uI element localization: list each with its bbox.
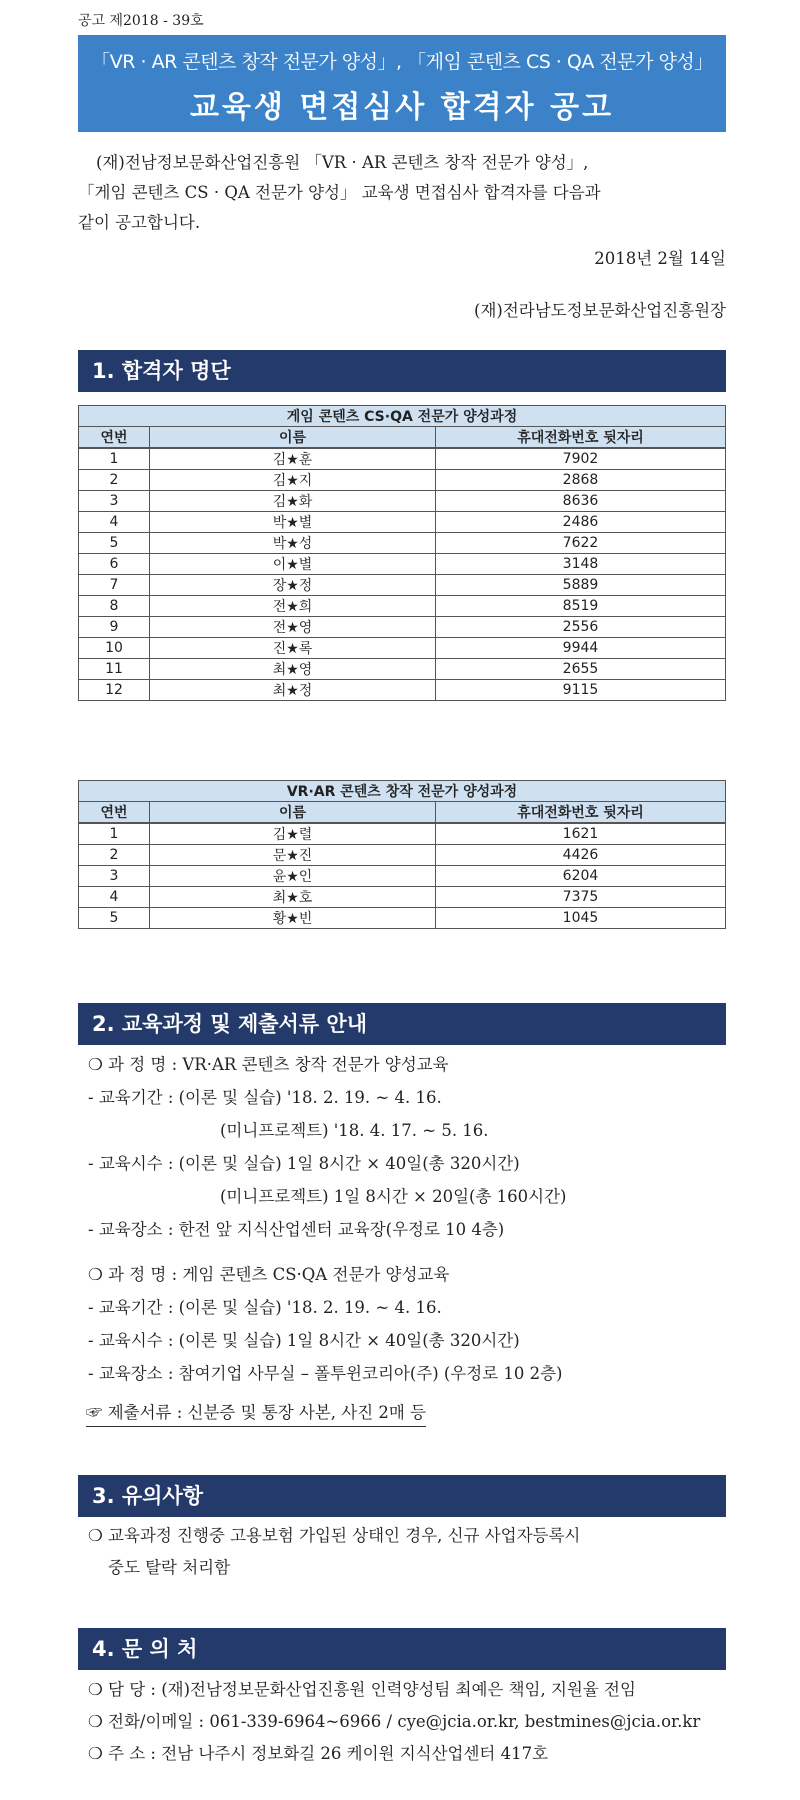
section-1-heading: 1. 합격자 명단 [78, 350, 726, 392]
row-phone-suffix: 2556 [436, 617, 726, 638]
row-phone-suffix: 2655 [436, 659, 726, 680]
caution-line-1: ❍ 교육과정 진행중 고용보험 가입된 상태인 경우, 신규 사업자등록시 [88, 1526, 581, 1545]
section-3-heading: 3. 유의사항 [78, 1475, 726, 1517]
row-number: 1 [79, 448, 150, 470]
course-vr-ar-info [88, 1048, 728, 1246]
row-name: 황★빈 [150, 908, 436, 929]
row-name: 김★지 [150, 470, 436, 491]
row-phone-suffix: 2868 [436, 470, 726, 491]
row-number: 9 [79, 617, 150, 638]
row-name: 문★진 [150, 845, 436, 866]
column-header-phone: 휴대전화번호 뒷자리 [436, 427, 726, 449]
notice-date: 2018년 2월 14일 [594, 249, 726, 268]
row-phone-suffix: 9115 [436, 680, 726, 701]
column-header-name: 이름 [150, 802, 436, 824]
section-4-heading: 4. 문 의 처 [78, 1628, 726, 1670]
row-phone-suffix: 3148 [436, 554, 726, 575]
row-phone-suffix: 6204 [436, 866, 726, 887]
row-name: 전★희 [150, 596, 436, 617]
row-phone-suffix: 9944 [436, 638, 726, 659]
documents-text: ☞ 제출서류 : 신분증 및 통장 사본, 사진 2매 등 [86, 1400, 426, 1427]
table-row [79, 908, 726, 929]
row-name: 최★호 [150, 887, 436, 908]
course-game-info [88, 1258, 728, 1390]
issuing-organization: (재)전라남도정보문화산업진흥원장 [474, 301, 726, 320]
intro-line-3: 같이 공고합니다. [78, 213, 201, 232]
table-body [79, 448, 726, 701]
table-row [79, 470, 726, 491]
contact-phone-email: ❍ 전화/이메일 : 061-339-6964~6966 / cye@jcia.or.kr, bestmines@jcia.or.kr [88, 1712, 701, 1731]
row-name: 진★록 [150, 638, 436, 659]
row-name: 김★훈 [150, 448, 436, 470]
course-hours-project: (미니프로젝트) 1일 8시간 × 20일(총 160시간) [220, 1187, 567, 1206]
row-number: 5 [79, 533, 150, 554]
row-number: 8 [79, 596, 150, 617]
row-phone-suffix: 7622 [436, 533, 726, 554]
banner-title: 교육생 면접심사 합격자 공고 [189, 90, 615, 125]
intro-line-2: 「게임 콘텐츠 CS · QA 전문가 양성」 교육생 면접심사 합격자를 다음과 [78, 183, 601, 202]
table-row [79, 638, 726, 659]
row-phone-suffix: 8519 [436, 596, 726, 617]
table-row [79, 512, 726, 533]
row-name: 박★성 [150, 533, 436, 554]
column-header-phone: 휴대전화번호 뒷자리 [436, 802, 726, 824]
column-header-number: 연번 [79, 802, 150, 824]
table-row [79, 448, 726, 470]
column-header-name: 이름 [150, 427, 436, 449]
row-name: 장★정 [150, 575, 436, 596]
row-phone-suffix: 8636 [436, 491, 726, 512]
row-number: 4 [79, 887, 150, 908]
intro-line-1: (재)전남정보문화산업진흥원 「VR · AR 콘텐츠 창작 전문가 양성」, [96, 153, 589, 172]
row-number: 3 [79, 491, 150, 512]
row-number: 6 [79, 554, 150, 575]
table-row [79, 575, 726, 596]
documents-note [86, 1396, 726, 1429]
course-place: - 교육장소 : 한전 앞 지식산업센터 교육장(우정로 10 4층) [88, 1220, 505, 1239]
contact-person: ❍ 담 당 : (재)전남정보문화산업진흥원 인력양성팀 최예은 책임, 지원율 전임 [88, 1680, 636, 1699]
contact-address: ❍ 주 소 : 전남 나주시 정보화길 26 케이원 지식산업센터 417호 [88, 1744, 549, 1763]
row-phone-suffix: 1621 [436, 823, 726, 845]
title-banner [78, 35, 726, 132]
row-name: 김★화 [150, 491, 436, 512]
row-phone-suffix: 4426 [436, 845, 726, 866]
notice-number: 공고 제2018 - 39호 [78, 13, 204, 29]
row-number: 10 [79, 638, 150, 659]
row-name: 윤★인 [150, 866, 436, 887]
row-name: 박★별 [150, 512, 436, 533]
row-number: 4 [79, 512, 150, 533]
caution-line-2: 중도 탈락 처리함 [108, 1558, 231, 1577]
row-number: 11 [79, 659, 150, 680]
caution-notes [88, 1520, 728, 1584]
course-hours: - 교육시수 : (이론 및 실습) 1일 8시간 × 40일(총 320시간) [88, 1154, 520, 1173]
row-name: 이★별 [150, 554, 436, 575]
row-name: 최★정 [150, 680, 436, 701]
table-row [79, 845, 726, 866]
course-period-project: (미니프로젝트) '18. 4. 17. ~ 5. 16. [220, 1121, 489, 1140]
course-name: ❍ 과 정 명 : VR·AR 콘텐츠 창작 전문가 양성교육 [88, 1055, 449, 1074]
table-row [79, 866, 726, 887]
row-phone-suffix: 1045 [436, 908, 726, 929]
banner-subtitle: 「VR · AR 콘텐츠 창작 전문가 양성」, 「게임 콘텐츠 CS · QA 전문가 양성」 [91, 51, 713, 73]
table-row [79, 491, 726, 512]
table-row [79, 823, 726, 845]
table-caption: 게임 콘텐츠 CS·QA 전문가 양성과정 [79, 406, 726, 427]
row-name: 전★영 [150, 617, 436, 638]
row-number: 12 [79, 680, 150, 701]
course-name: ❍ 과 정 명 : 게임 콘텐츠 CS·QA 전문가 양성교육 [88, 1265, 450, 1284]
row-number: 2 [79, 470, 150, 491]
row-number: 3 [79, 866, 150, 887]
column-header-number: 연번 [79, 427, 150, 449]
table-row [79, 659, 726, 680]
table-row [79, 887, 726, 908]
table-row [79, 596, 726, 617]
course-period: - 교육기간 : (이론 및 실습) '18. 2. 19. ~ 4. 16. [88, 1088, 442, 1107]
intro-paragraph [78, 148, 726, 326]
section-2-heading: 2. 교육과정 및 제출서류 안내 [78, 1003, 726, 1045]
row-number: 5 [79, 908, 150, 929]
table-vr-ar [78, 780, 726, 929]
row-phone-suffix: 7902 [436, 448, 726, 470]
table-row [79, 554, 726, 575]
table-row [79, 533, 726, 554]
row-phone-suffix: 2486 [436, 512, 726, 533]
course-period: - 교육기간 : (이론 및 실습) '18. 2. 19. ~ 4. 16. [88, 1298, 442, 1317]
table-row [79, 617, 726, 638]
course-hours: - 교육시수 : (이론 및 실습) 1일 8시간 × 40일(총 320시간) [88, 1331, 520, 1350]
row-phone-suffix: 7375 [436, 887, 726, 908]
table-row [79, 680, 726, 701]
row-name: 김★렬 [150, 823, 436, 845]
row-name: 최★영 [150, 659, 436, 680]
table-caption: VR·AR 콘텐츠 창작 전문가 양성과정 [79, 781, 726, 802]
table-game-cs-qa [78, 405, 726, 701]
contact-info [88, 1674, 728, 1770]
row-number: 7 [79, 575, 150, 596]
row-number: 2 [79, 845, 150, 866]
row-phone-suffix: 5889 [436, 575, 726, 596]
row-number: 1 [79, 823, 150, 845]
table-body [79, 823, 726, 929]
course-place: - 교육장소 : 참여기업 사무실 – 폴투윈코리아(주) (우정로 10 2층) [88, 1364, 563, 1383]
